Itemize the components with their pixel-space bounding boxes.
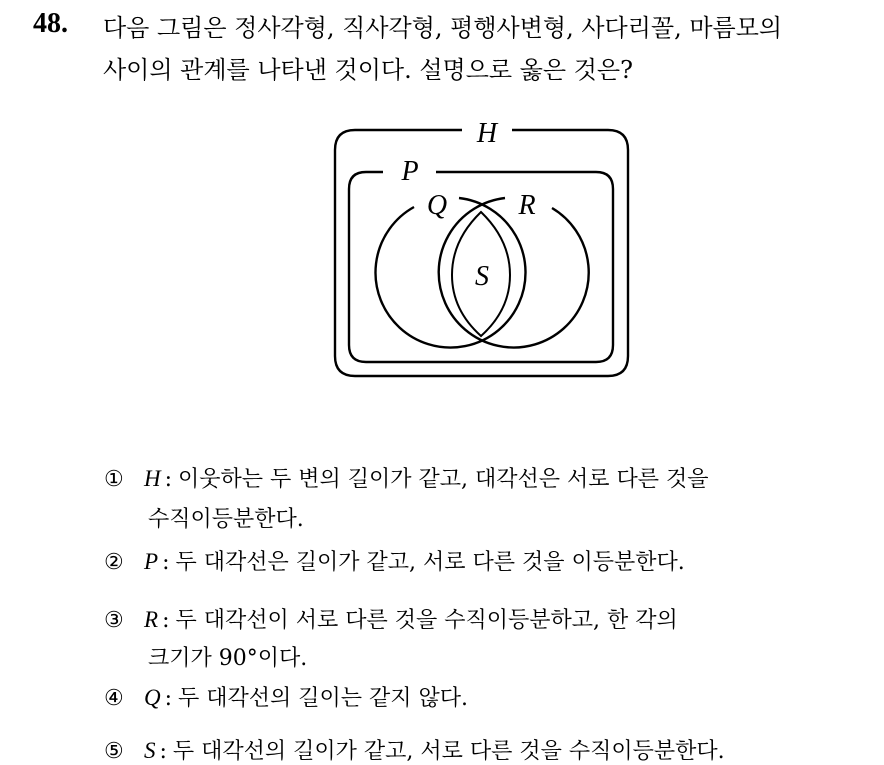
option-1[interactable]: ① H : 이웃하는 두 변의 길이가 같고, 대각선은 서로 다른 것을 — [104, 466, 709, 492]
option-3-variable: R — [144, 607, 159, 632]
set-r-boundary — [439, 198, 589, 347]
label-r: R — [518, 190, 536, 221]
option-3[interactable]: ③ R : 두 대각선이 서로 다른 것을 수직이등분하고, 한 각의 — [104, 607, 678, 633]
question-text-line-1: 다음 그림은 정사각형, 직사각형, 평행사변형, 사다리꼴, 마름모의 — [103, 14, 783, 42]
option-3-text: 두 대각선이 서로 다른 것을 수직이등분하고, 한 각의 — [175, 608, 678, 633]
option-4-text: 두 대각선의 길이는 같지 않다. — [178, 686, 469, 711]
option-1-variable: H — [144, 466, 161, 491]
option-3-number: ③ — [104, 608, 124, 633]
set-q-boundary — [376, 198, 526, 348]
option-1-text: 이웃하는 두 변의 길이가 같고, 대각선은 서로 다른 것을 — [178, 467, 709, 492]
question-number: 48. — [33, 8, 68, 39]
option-5-number: ⑤ — [104, 739, 124, 764]
label-h: H — [476, 118, 498, 149]
label-q: Q — [426, 190, 448, 221]
option-4[interactable]: ④ Q : 두 대각선의 길이는 같지 않다. — [104, 685, 469, 711]
option-4-number: ④ — [104, 686, 124, 711]
option-2-variable: P — [144, 549, 159, 574]
option-5-text: 두 대각선의 길이가 같고, 서로 다른 것을 수직이등분한다. — [172, 739, 725, 764]
option-1-continuation: 수직이등분한다. — [148, 507, 304, 532]
option-5-variable: S — [144, 738, 156, 763]
option-2[interactable]: ② P : 두 대각선은 길이가 같고, 서로 다른 것을 이등분한다. — [104, 549, 685, 575]
option-2-number: ② — [104, 550, 124, 575]
option-3-continuation: 크기가 90°이다. — [148, 646, 308, 671]
option-5[interactable]: ⑤ S : 두 대각선의 길이가 같고, 서로 다른 것을 수직이등분한다. — [104, 738, 725, 764]
option-1-number: ① — [104, 467, 124, 492]
question-text-line-2: 사이의 관계를 나타낸 것이다. 설명으로 옳은 것은? — [103, 56, 633, 84]
option-4-variable: Q — [144, 685, 161, 710]
option-2-text: 두 대각선은 길이가 같고, 서로 다른 것을 이등분한다. — [175, 550, 685, 575]
label-p: P — [401, 156, 419, 187]
label-s: S — [475, 261, 489, 292]
